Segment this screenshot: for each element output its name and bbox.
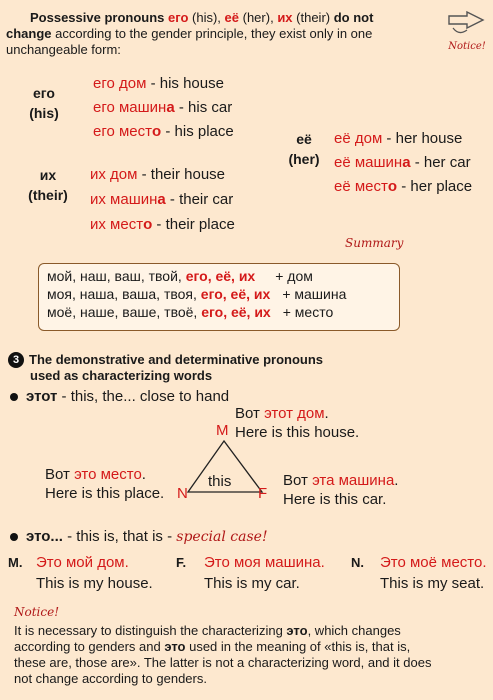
summary-row: моя, наша, ваша, твоя, его, её, их + машина (47, 286, 347, 302)
intro-text: change (6, 26, 52, 41)
their-ru: их (39, 167, 57, 183)
her-en: (her) (288, 151, 320, 167)
intro-text: (her), (239, 10, 278, 25)
bottom-notice-label: Notice! (14, 605, 60, 619)
intro-text: according to the gender principle, they exist only in one (51, 26, 373, 41)
intro-text: Possessive pronouns (30, 10, 168, 25)
their-label (22, 166, 74, 204)
triangle-f-label: Вот эта машина. Here is this car. (283, 472, 399, 508)
his-en: (his) (29, 105, 59, 121)
her-label (284, 130, 324, 168)
his-label (24, 84, 64, 122)
their-list (90, 165, 235, 234)
example-gender: N. (351, 555, 364, 570)
bottom-notice: It is necessary to distinguish the characterizing это, which changes according to genders and это used in the meaning of «this is, that is, these are, those are». The latter is not a characterizing word, and it does not change according to genders. (14, 623, 432, 686)
intro-text: (his), (188, 10, 225, 25)
triangle-center-label: this (208, 473, 232, 490)
her-row: её машина - her car (334, 154, 471, 171)
special-case-label: special case! (176, 529, 268, 545)
notice-stamp (445, 8, 489, 52)
her-ru: её (296, 131, 312, 147)
triangle-n-label: Вот это место. Here is this place. (45, 466, 165, 502)
etot-line (10, 387, 229, 406)
section-title-2: used as characterizing words (30, 368, 213, 383)
triangle-n-letter: N (177, 485, 188, 502)
their-row: их место - their place (90, 216, 235, 233)
intro-text: (their) (292, 10, 334, 25)
example-gender: F. (176, 555, 187, 570)
example-m: Это мой дом. This is my house. (36, 554, 153, 592)
his-row: его дом - his house (93, 75, 224, 92)
pronoun-eyo: её (224, 10, 240, 25)
section-number-badge: 3 (8, 352, 24, 368)
eto-line (10, 527, 268, 547)
example-gender: M. (8, 555, 23, 570)
pointing-hand-icon (445, 8, 489, 38)
triangle-m-letter: M (216, 422, 229, 439)
her-list (334, 129, 472, 196)
summary-label: Summary (345, 236, 404, 250)
his-ru: его (33, 85, 55, 101)
intro-line-1 (6, 10, 426, 26)
their-row: их машина - their car (90, 191, 234, 208)
eto-desc: - this is, that is - (62, 528, 177, 545)
example-f: Это моя машина. This is my car. (204, 554, 325, 592)
intro-text: do not (333, 10, 374, 25)
example-n: Это моё место. This is my seat. (380, 554, 487, 592)
his-list (93, 74, 234, 141)
triangle-m-label: Вот этот дом. Here is this house. (235, 405, 360, 441)
intro (6, 10, 426, 58)
summary-row: мой, наш, ваш, твой, его, её, их + дом (47, 268, 313, 284)
their-row: их дом - their house (90, 166, 226, 183)
summary-row: моё, наше, ваше, твоё, его, её, их + место (47, 304, 334, 320)
section-3-heading (8, 352, 323, 384)
bullet-icon (10, 393, 18, 401)
her-row: её место - her place (334, 178, 473, 195)
pronoun-ego: его (168, 10, 189, 25)
his-row: его место - his place (93, 123, 234, 140)
pronoun-ikh: их (277, 10, 293, 25)
section-title: The demonstrative and determinative pronouns (29, 352, 323, 367)
etot-word: этот (26, 388, 58, 405)
etot-desc: - this, the... close to hand (57, 388, 230, 405)
his-row: его машина - his car (93, 99, 233, 116)
intro-line-2 (6, 26, 426, 42)
notice-stamp-label: Notice! (448, 41, 486, 52)
summary-box (38, 263, 400, 331)
intro-line-3: unchangeable form: (6, 42, 121, 57)
eto-word: это... (26, 528, 63, 545)
their-en: (their) (28, 187, 68, 203)
triangle-f-letter: F (258, 485, 268, 502)
her-row: её дом - her house (334, 130, 463, 147)
bullet-icon (10, 533, 18, 541)
